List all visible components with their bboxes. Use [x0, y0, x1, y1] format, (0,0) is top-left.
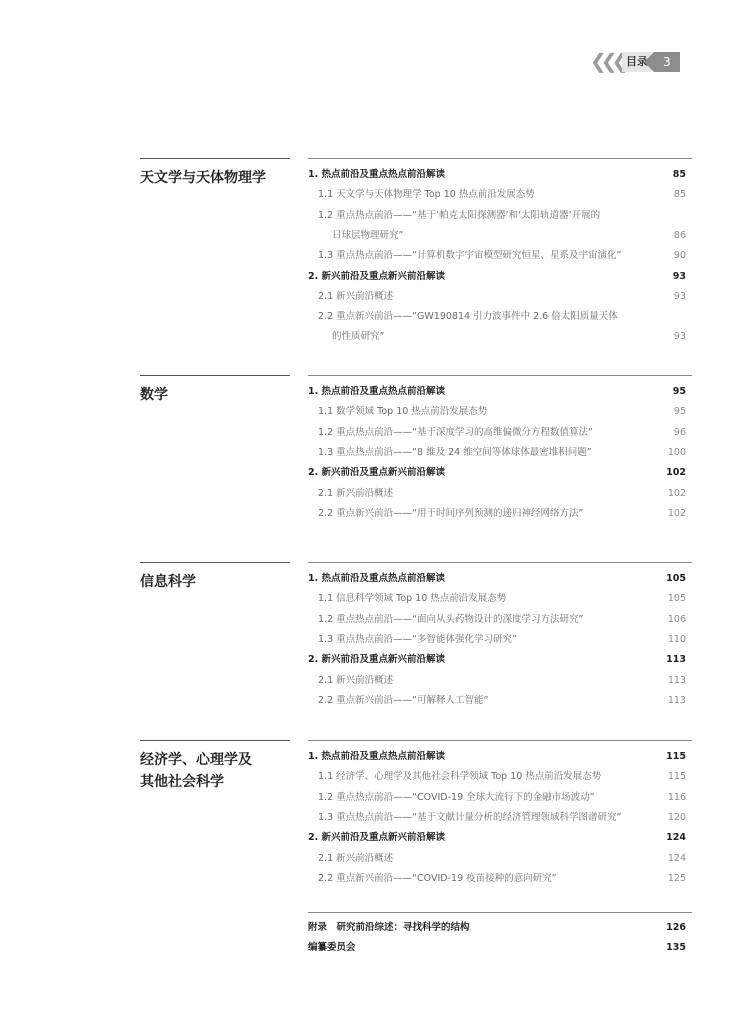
toc-subentry[interactable]	[308, 327, 686, 347]
toc-entry-title: 1.3 重点热点前沿——“计算机数字宇宙模型研究恒星、星系及宇宙演化”	[318, 250, 622, 262]
toc-chapter-entry[interactable]	[308, 569, 686, 589]
toc-entry-page: 102	[666, 467, 686, 479]
toc-entry-page: 102	[667, 507, 686, 519]
toc-subentry[interactable]	[308, 589, 686, 609]
section-title	[140, 749, 252, 793]
toc-subentry[interactable]	[308, 869, 686, 889]
toc-entry-page: 85	[672, 169, 686, 180]
section-list-divider	[308, 158, 692, 159]
section-list-divider	[308, 375, 692, 376]
toc-subentry[interactable]	[308, 402, 686, 422]
toc-entry-title: 2.1 新兴前沿概述	[318, 487, 394, 499]
toc-entry-page: 116	[667, 791, 686, 803]
toc-subentry[interactable]	[308, 206, 686, 226]
toc-subentry[interactable]	[308, 484, 686, 504]
toc-entry-page: 124	[666, 832, 686, 844]
toc-subentry[interactable]	[308, 767, 686, 787]
section-list-divider	[308, 562, 692, 563]
toc-entry-page: 95	[673, 406, 686, 418]
toc-entry-page: 100	[667, 446, 686, 458]
toc-entry-title: 2.2 重点新兴前沿——“用于时间序列预测的递归神经网络方法”	[318, 507, 584, 519]
toc-entry-title: 2.1 新兴前沿概述	[318, 852, 394, 864]
double-chevron-left-icon: ❮❮❮	[590, 49, 623, 73]
section-title-line: 经济学、心理学及	[140, 752, 252, 768]
toc-subentry[interactable]	[308, 691, 686, 711]
section-title-divider	[140, 158, 290, 159]
appendix-entry[interactable]	[308, 918, 686, 938]
toc-entry-title: 1.2 重点热点前沿——“基于‘帕克太阳探测器’和‘太阳轨道器’开展的	[318, 209, 601, 221]
toc-entry-title: 1. 热点前沿及重点热点前沿解读	[308, 386, 446, 397]
toc-chapter-entry[interactable]	[308, 650, 686, 670]
toc-subentry[interactable]	[308, 808, 686, 828]
toc-header-label: 目录	[622, 52, 652, 72]
toc-entry-title: 1. 热点前沿及重点热点前沿解读	[308, 573, 446, 584]
section-title-divider	[140, 562, 290, 563]
toc-subentry[interactable]	[308, 246, 686, 266]
toc-entry-title: 1.1 经济学、心理学及其他社会科学领域 Top 10 热点前沿发展态势	[318, 771, 602, 783]
section-title	[140, 571, 196, 593]
toc-subentry[interactable]	[308, 788, 686, 808]
toc-entry-page: 96	[673, 426, 686, 438]
toc-entry-title: 1.2 重点热点前沿——“面向从头药物设计的深度学习方法研究”	[318, 613, 584, 625]
toc-subentry[interactable]	[308, 610, 686, 630]
toc-entry-page: 93	[673, 331, 686, 343]
toc-chapter-entry[interactable]	[308, 165, 686, 185]
toc-entry-page: 113	[667, 674, 686, 686]
toc-entry-page: 90	[673, 250, 686, 262]
toc-entry-page: 124	[667, 852, 686, 864]
appendix-entry-page: 126	[666, 922, 686, 933]
toc-entry-page: 115	[666, 751, 686, 762]
toc-subentry[interactable]	[308, 849, 686, 869]
toc-entry-title: 1.3 重点热点前沿——“8 维及 24 维空间等体球体最密堆积问题”	[318, 446, 592, 458]
toc-subentry[interactable]	[308, 287, 686, 307]
toc-entry-page: 120	[667, 811, 686, 823]
toc-chapter-entry[interactable]	[308, 747, 686, 767]
toc-entry-page: 113	[666, 654, 686, 666]
toc-subentry[interactable]	[308, 423, 686, 443]
toc-chapter-entry[interactable]	[308, 382, 686, 402]
toc-subentry[interactable]	[308, 443, 686, 463]
appendix-entry-title: 附录 研究前沿综述：寻找科学的结构	[308, 922, 470, 933]
toc-entry-title: 日球层物理研究”	[332, 229, 404, 241]
toc-entry-title: 2.2 重点新兴前沿——“COVID-19 疫苗接种的意向研究”	[318, 872, 557, 884]
toc-header-tab	[590, 49, 690, 73]
toc-entry-title: 1. 热点前沿及重点热点前沿解读	[308, 751, 446, 762]
toc-entry-page: 93	[673, 290, 686, 302]
toc-chapter-entry[interactable]	[308, 463, 686, 483]
toc-entry-page: 113	[667, 694, 686, 706]
toc-entry-title: 2.2 重点新兴前沿——“可解释人工智能”	[318, 694, 489, 706]
toc-entry-title: 2.2 重点新兴前沿——“GW190814 引力波事件中 2.6 倍太阳质量天体	[318, 311, 618, 323]
toc-subentry[interactable]	[308, 226, 686, 246]
toc-entry-title: 1.3 重点热点前沿——“多智能体强化学习研究”	[318, 633, 517, 645]
section-title-line: 其他社会科学	[140, 774, 224, 790]
section-title-divider	[140, 375, 290, 376]
toc-subentry[interactable]	[308, 185, 686, 205]
toc-entry-title: 2.1 新兴前沿概述	[318, 674, 394, 686]
toc-entry-page: 125	[667, 872, 686, 884]
toc-subentry[interactable]	[308, 671, 686, 691]
section-title	[140, 384, 168, 406]
toc-chapter-entry[interactable]	[308, 828, 686, 848]
toc-subentry[interactable]	[308, 630, 686, 650]
toc-entry-page: 95	[672, 386, 686, 397]
toc-entry-page: 105	[666, 573, 686, 584]
toc-entry-page: 86	[673, 229, 686, 241]
toc-entry-page: 93	[672, 270, 686, 282]
toc-entry-title: 1.1 数学领域 Top 10 热点前沿发展态势	[318, 406, 488, 418]
toc-entry-title: 2. 新兴前沿及重点新兴前沿解读	[308, 654, 446, 666]
toc-subentry[interactable]	[308, 307, 686, 327]
toc-subentry[interactable]	[308, 504, 686, 524]
toc-entry-page: 110	[667, 633, 686, 645]
section-title-line: 信息科学	[140, 574, 196, 590]
toc-entry-title: 1.1 天文学与天体物理学 Top 10 热点前沿发展态势	[318, 189, 535, 201]
toc-entry-title: 2.1 新兴前沿概述	[318, 290, 394, 302]
toc-entry-page: 115	[667, 771, 686, 783]
toc-entry-title: 1.2 重点热点前沿——“基于深度学习的高维偏微分方程数值算法”	[318, 426, 593, 438]
toc-entry-page: 105	[667, 593, 686, 605]
toc-chapter-entry[interactable]	[308, 267, 686, 287]
toc-entry-title: 2. 新兴前沿及重点新兴前沿解读	[308, 832, 446, 844]
appendix-entry-title: 编纂委员会	[308, 942, 356, 953]
toc-entry-title: 1. 热点前沿及重点热点前沿解读	[308, 169, 446, 180]
section-title-line: 天文学与天体物理学	[140, 170, 266, 186]
section-list-divider	[308, 740, 692, 741]
section-title-divider	[140, 740, 290, 741]
toc-entry-title: 1.2 重点热点前沿——“COVID-19 全球大流行下的金融市场波动”	[318, 791, 595, 803]
page-number: 3	[654, 52, 680, 72]
toc-entry-title: 1.1 信息科学领域 Top 10 热点前沿发展态势	[318, 593, 507, 605]
toc-entry-title: 2. 新兴前沿及重点新兴前沿解读	[308, 270, 446, 282]
appendix-entry-page: 135	[666, 942, 686, 953]
toc-entry-title: 的性质研究”	[332, 331, 385, 343]
appendix-divider	[308, 912, 692, 913]
toc-entry-title: 1.3 重点热点前沿——“基于文献计量分析的经济管理领域科学图谱研究”	[318, 811, 622, 823]
toc-entry-title: 2. 新兴前沿及重点新兴前沿解读	[308, 467, 446, 479]
section-title-line: 数学	[140, 387, 168, 403]
toc-entry-page: 106	[667, 613, 686, 625]
toc-entry-page: 85	[673, 189, 686, 201]
section-title	[140, 167, 266, 189]
appendix-entry[interactable]	[308, 938, 686, 958]
toc-entry-page: 102	[667, 487, 686, 499]
